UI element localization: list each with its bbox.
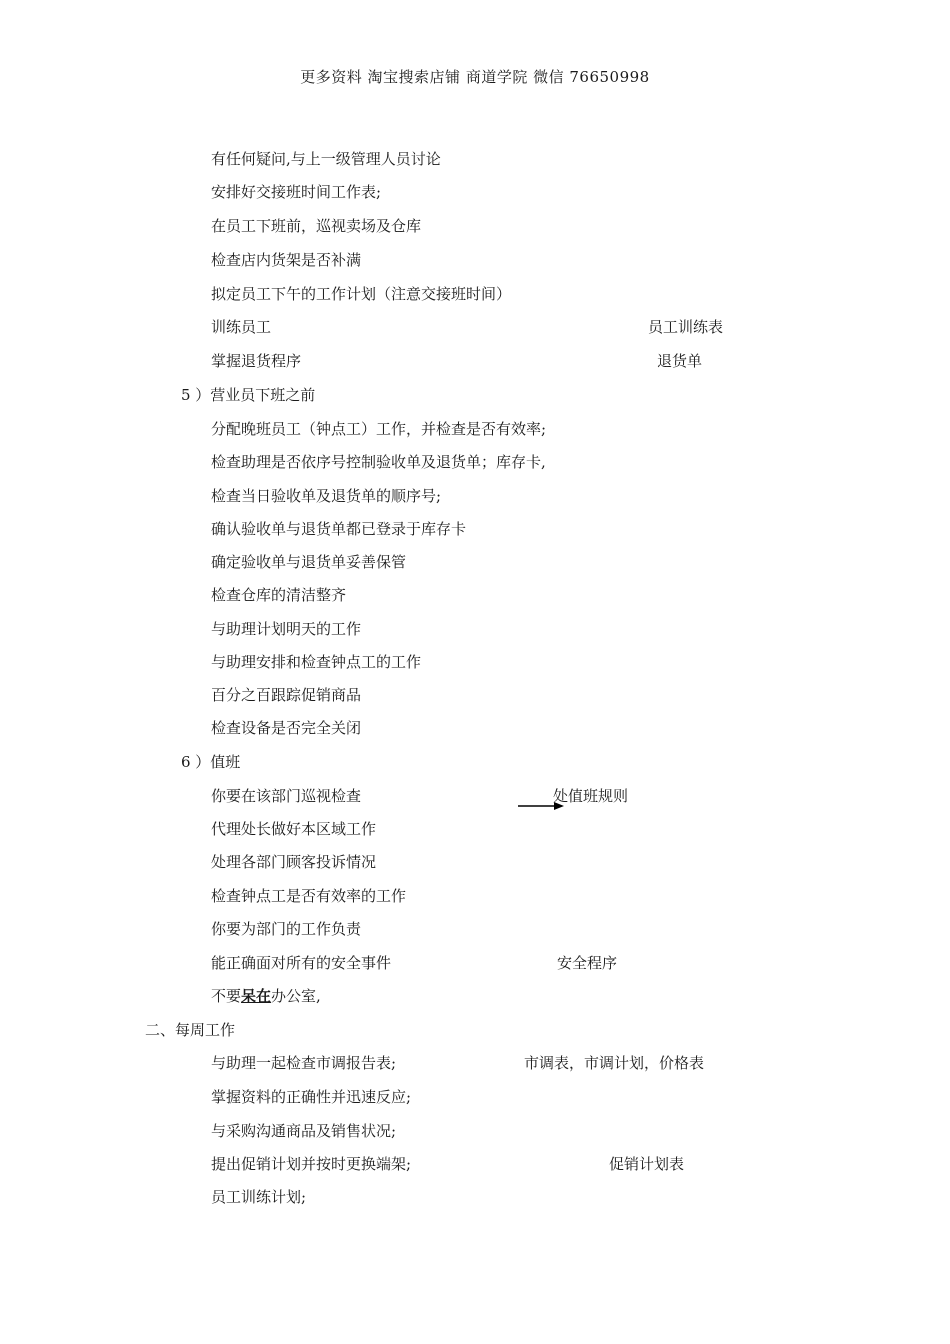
text-line: 与助理一起检查市调报告表; bbox=[211, 1054, 397, 1072]
underlined-text: 呆在 bbox=[241, 987, 272, 1005]
text-line bbox=[211, 986, 321, 1006]
text-line: 员工训练计划; bbox=[211, 1188, 307, 1206]
section-heading: 6 ）值班 bbox=[181, 753, 241, 771]
text-line: 检查钟点工是否有效率的工作 bbox=[211, 887, 407, 905]
text-line: 确认验收单与退货单都已登录于库存卡 bbox=[211, 520, 467, 538]
text-line: 训练员工 bbox=[211, 318, 272, 336]
text-line: 在员工下班前，巡视卖场及仓库 bbox=[211, 217, 422, 235]
text-segment: 办公室, bbox=[271, 987, 321, 1005]
reference-form: 安全程序 bbox=[557, 954, 618, 972]
text-line: 检查店内货架是否补满 bbox=[211, 251, 362, 269]
text-line: 安排好交接班时间工作表; bbox=[211, 183, 382, 201]
text-line: 掌握退货程序 bbox=[211, 352, 302, 370]
reference-form: 退货单 bbox=[657, 352, 703, 370]
text-line: 与采购沟通商品及销售状况; bbox=[211, 1122, 397, 1140]
text-line: 检查设备是否完全关闭 bbox=[211, 719, 362, 737]
reference-form: 员工训练表 bbox=[648, 318, 724, 336]
text-line: 你要为部门的工作负责 bbox=[211, 920, 362, 938]
text-segment: 不要 bbox=[211, 987, 242, 1005]
text-line: 有任何疑问,与上一级管理人员讨论 bbox=[211, 150, 441, 168]
text-line: 处理各部门顾客投诉情况 bbox=[211, 853, 377, 871]
text-line: 检查仓库的清洁整齐 bbox=[211, 586, 347, 604]
section-heading: 二、每周工作 bbox=[145, 1021, 236, 1039]
text-line: 确定验收单与退货单妥善保管 bbox=[211, 553, 407, 571]
page-header: 更多资料 淘宝搜索店铺 商道学院 微信 76650998 bbox=[300, 68, 650, 86]
text-line: 拟定员工下午的工作计划（注意交接班时间） bbox=[211, 285, 512, 303]
text-line: 百分之百跟踪促销商品 bbox=[211, 686, 362, 704]
section-heading: 5 ）营业员下班之前 bbox=[181, 386, 316, 404]
text-line: 你要在该部门巡视检查 bbox=[211, 787, 362, 805]
text-line: 与助理计划明天的工作 bbox=[211, 620, 362, 638]
text-line: 掌握资料的正确性并迅速反应; bbox=[211, 1088, 412, 1106]
text-line: 检查当日验收单及退货单的顺序号; bbox=[211, 487, 442, 505]
text-line: 分配晚班员工（钟点工）工作，并检查是否有效率; bbox=[211, 420, 547, 438]
reference-form: 市调表，市调计划，价格表 bbox=[524, 1054, 705, 1072]
text-line: 能正确面对所有的安全事件 bbox=[211, 954, 392, 972]
text-line: 与助理安排和检查钟点工的工作 bbox=[211, 653, 422, 671]
reference-form: 促销计划表 bbox=[609, 1155, 685, 1173]
text-line: 代理处长做好本区域工作 bbox=[211, 820, 377, 838]
text-line: 提出促销计划并按时更换端架; bbox=[211, 1155, 412, 1173]
reference-form: 处值班规则 bbox=[553, 787, 629, 805]
text-line: 检查助理是否依序号控制验收单及退货单；库存卡, bbox=[211, 453, 546, 471]
